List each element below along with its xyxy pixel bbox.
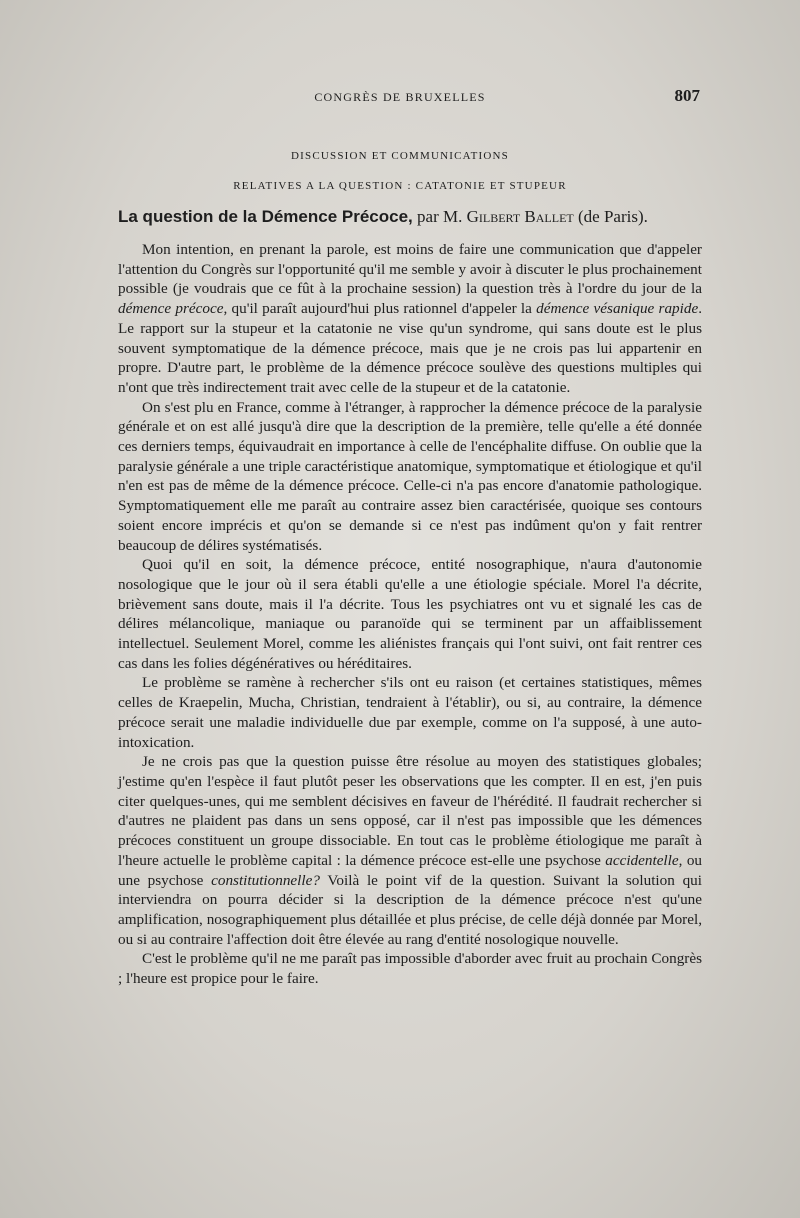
paragraph-5-italic-b: constitutionnelle?	[211, 871, 320, 889]
paragraph-1-text-b: , qu'il paraît aujourd'hui plus rationnel d'appeler la	[223, 300, 537, 318]
paragraph-1-text-c: . Le rapport sur la stupeur et la catatonie ne vise qu'un syndrome, qui sans doute est le plus souvent symptomatique de la démence précoce, mais que je ne crois pas lui appartenir en propre. D'autre part, le problème de la démence précoce soulève des questions multiples qui n'ont que très indirectement trait avec celle de la stupeur et de la catatonie.	[118, 300, 702, 396]
paragraph-4: Le problème se ramène à rechercher s'ils ont eu raison (et certaines statistiques, mêmes celles de Kraepelin, Mucha, Christian, tendraient à l'établir), ou si, au contraire, la démence précoce serait une maladie individuelle due par exemple, comme on l'a supposé, à une auto-intoxication.	[118, 674, 702, 751]
paragraph-5	[118, 752, 702, 949]
article-body	[118, 240, 702, 989]
running-head: CONGRÈS DE BRUXELLES	[314, 90, 486, 104]
paragraph-2: On s'est plu en France, comme à l'étranger, à rapprocher la démence précoce de la paralysie générale et on est allé jusqu'à dire que la description de la première, telle qu'elle a été donnée ces derniers temps, équivaudrait en importance à celle de l'encéphalite diffuse. On oublie que la paralysie générale a une triple caractéristique anatomique, symptomatique et étiologique et qu'il n'en est pas de même de la démence précoce. Celle-ci n'a pas encore d'anatomie pathologique. Symptomatiquement elle me paraît au contraire assez bien caractérisée, quoique ses contours soient encore imprécis et qu'on se demande si ce n'est pas indûment qu'on y fait rentrer beaucoup de délires systématisés.	[118, 398, 702, 554]
article-title: La question de la Démence Précoce,	[118, 207, 413, 226]
article-author: Gilbert Ballet	[466, 207, 574, 226]
paragraph-6: C'est le problème qu'il ne me paraît pas impossible d'aborder avec fruit au prochain Congrès ; l'heure est propice pour le faire.	[118, 950, 702, 988]
paragraph-5-text-b: , ou une psychose	[118, 851, 703, 889]
paragraph-1	[118, 240, 702, 398]
paragraph-1-italic-b: démence vésanique rapide	[536, 300, 699, 318]
paragraph-3: Quoi qu'il en soit, la démence précoce, entité nosographique, n'aura d'autonomie nosologique que le jour où il sera établi qu'elle a une étiologie spéciale. Morel l'a décrite, brièvement sans doute, mais il l'a décrite. Tous les psychiatres ont vu et signalé les cas de délires mélancolique, maniaque ou paranoïde qui se terminent par un affaiblissement intellectuel. Seulement Morel, comme les aliénistes français qui l'ont suivi, ont fait rentrer ces cas dans les folies dégénératives ou héréditaires.	[118, 556, 702, 672]
section-title-line-1: DISCUSSION ET COMMUNICATIONS	[291, 150, 509, 162]
article-heading	[118, 206, 702, 228]
page-number: 807	[674, 86, 700, 105]
article-location: (de Paris).	[573, 207, 648, 226]
article-by: par M.	[412, 207, 467, 226]
paragraph-1-italic-a: démence précoce	[118, 300, 224, 318]
paragraph-1-text-a: Mon intention, en prenant la parole, est moins de faire une communication que d'appeler l'attention du Congrès sur l'opportunité qu'il me semble y avoir à discuter le plus prochainement possible (je voudrais que ce fût à la prochaine session) la question très à l'ordre du jour de la	[118, 241, 702, 298]
paragraph-5-text-c: Voilà le point vif de la question. Suivant la solution qui interviendra on pourra décider si la description de la démence précoce n'est qu'une amplification, nosographiquement plus détaillée et plus précise, de celle déjà donnée par Morel, ou si au contraire l'affection doit être élevée au rang d'entité nosologique nouvelle.	[118, 871, 702, 948]
section-title-line-2: RELATIVES A LA QUESTION : CATATONIE ET STUPEUR	[233, 180, 567, 192]
paragraph-5-text-a: Je ne crois pas que la question puisse être résolue au moyen des statistiques globales; j'estime qu'en l'espèce il faut plutôt peser les observations que les compter. Il en est, j'en puis citer quelques-unes, qui me semblent décisives en faveur de l'hérédité. Il faudrait rechercher si d'autres ne plaident pas dans un sens opposé, car il n'est pas impossible que les démences précoces constituent un groupe dissociable. En tout cas le problème étiologique me paraît à l'heure actuelle le problème capital : la démence précoce est-elle une psychose	[118, 753, 702, 869]
paragraph-5-italic-a: accidentelle	[605, 851, 679, 869]
